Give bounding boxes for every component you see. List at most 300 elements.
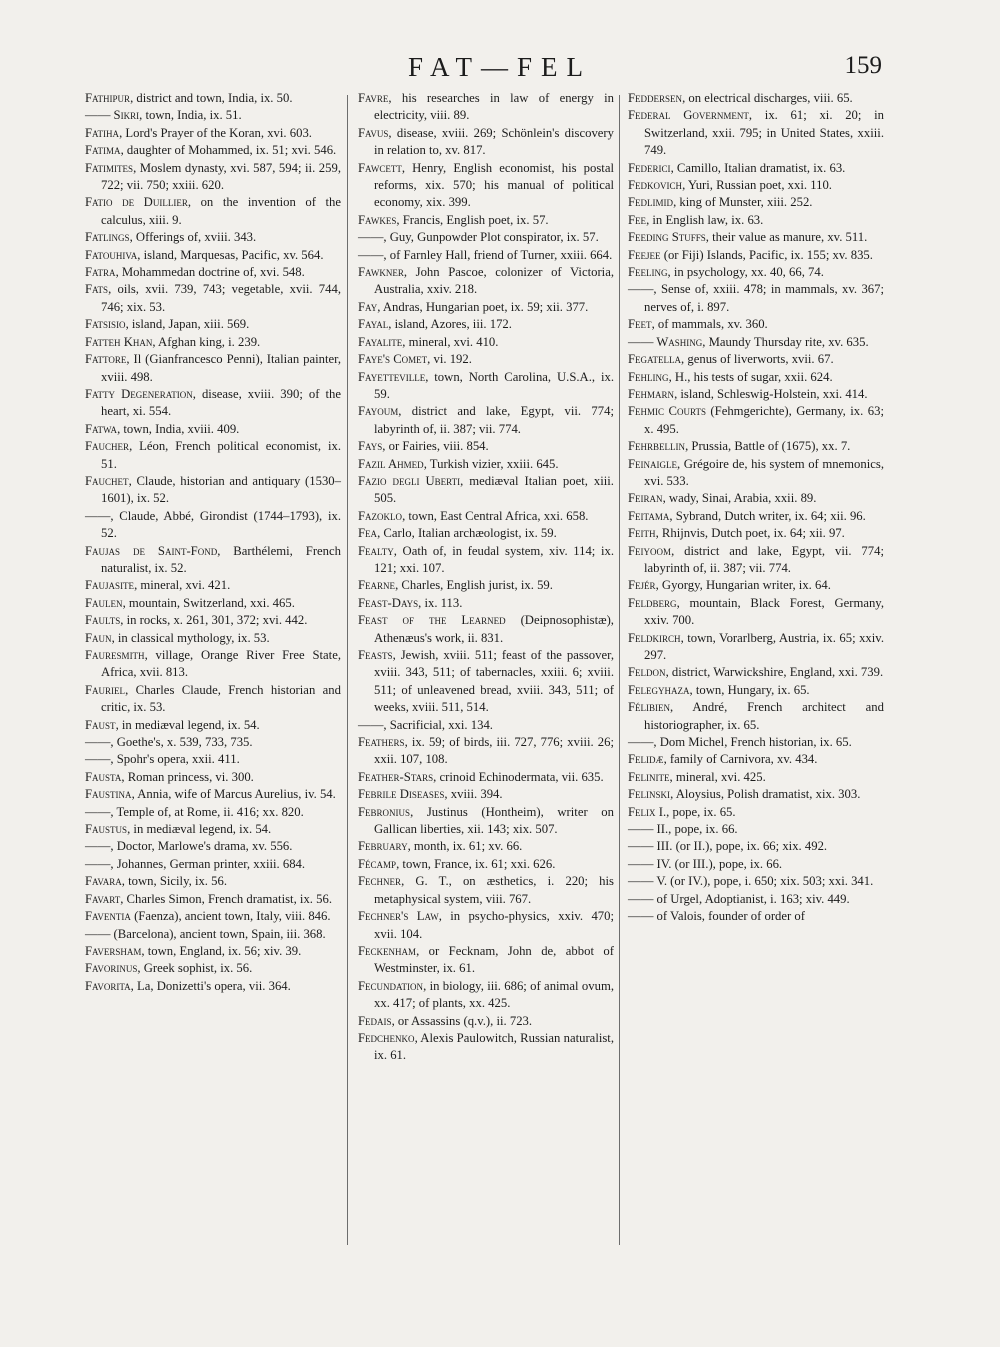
entry-heading: Fatouhiva: [85, 247, 138, 262]
index-entry: [85, 194, 341, 229]
entry-text: ——, Doctor, Marlowe's drama, xv. 556.: [85, 839, 293, 854]
entry-heading: Fejér: [628, 578, 656, 593]
entry-text: , district and lake, Egypt, vii. 774; labyrinth of, ii. 387; vii. 774.: [644, 543, 884, 575]
index-entry: [85, 804, 341, 821]
entry-text: ——, Spohr's opera, xxii. 411.: [85, 752, 240, 767]
index-entry: [628, 891, 884, 908]
entry-heading: Faustina: [85, 787, 132, 802]
entry-heading: Fedkovich: [628, 178, 683, 193]
entry-text: , Afghan king, i. 239.: [152, 334, 261, 349]
entry-heading: Fattore: [85, 352, 127, 367]
entry-heading: Fatima: [85, 143, 121, 158]
entry-text: , town, India, ix. 51.: [139, 108, 242, 123]
entry-text: , disease, xviii. 269; Schönlein's discovery in relation to, xv. 817.: [374, 125, 614, 158]
entry-text: ——, Temple of, at Rome, ii. 416; xx. 820.: [85, 804, 304, 819]
entry-text: , on the invention of the calculus, xiii. 9.: [101, 195, 341, 227]
entry-text: , oils, xvii. 739, 743; vegetable, xvii. 744, 746; xix. 53.: [101, 282, 341, 314]
entry-text: , on electrical discharges, viii. 65.: [682, 91, 853, 105]
entry-heading: Feast-Days: [358, 595, 419, 610]
entry-text: , Rhijnvis, Dutch poet, ix. 64; xii. 97.: [655, 526, 845, 541]
entry-heading: Fechner: [358, 874, 402, 889]
entry-heading: Fegatella: [628, 352, 682, 367]
entry-text: , daughter of Mohammed, ix. 51; xvi. 546.: [120, 143, 337, 158]
index-entry: [358, 247, 614, 264]
entry-text: ——, Sense of, xxiii. 478; in mammals, xv. 367; nerves of, i. 897.: [628, 282, 884, 314]
entry-heading: Fatlings: [85, 230, 130, 245]
entry-text: , in psycho-physics, xxiv. 470; xvii. 104.: [374, 909, 614, 941]
entry-text: —— IV. (or III.), pope, ix. 66.: [628, 856, 783, 871]
entry-heading: Felinite: [628, 769, 670, 784]
entry-text: —— III. (or II.), pope, ix. 66; xix. 492.: [628, 839, 828, 854]
entry-heading: —— Sikri: [85, 108, 140, 123]
entry-heading: Fawcett: [358, 160, 402, 175]
entry-heading: Fayalite: [358, 334, 403, 349]
index-entry: [628, 908, 884, 925]
index-entry: [358, 543, 614, 578]
index-entry: [358, 856, 614, 873]
entry-heading: Fawkner: [358, 265, 404, 280]
entry-heading: Fazil Ahmed: [358, 456, 424, 471]
entry-text: , Léon, French political economist, ix. 51.: [101, 439, 341, 471]
index-entry: [85, 943, 341, 960]
entry-heading: Feasts: [358, 648, 393, 662]
entry-heading: Fehmarn: [628, 386, 675, 401]
entry-heading: Fazio degli Uberti: [358, 473, 461, 488]
index-entry: [358, 473, 614, 508]
entry-text: , Barthélemi, French naturalist, ix. 52.: [101, 543, 341, 575]
entry-text: ——, Claude, Abbé, Girondist (1744–1793), ix. 52.: [85, 508, 341, 541]
index-entry: [85, 717, 341, 734]
entry-text: , island, Schleswig-Holstein, xxi. 414.: [674, 386, 868, 401]
index-entry: [358, 612, 614, 647]
entry-text: , mountain, Switzerland, xxi. 465.: [122, 595, 295, 610]
entry-text: , Carlo, Italian archæologist, ix. 59.: [377, 526, 557, 541]
entry-text: , mineral, xvi. 425.: [669, 769, 766, 784]
entry-heading: Felix I.: [628, 804, 667, 819]
entry-text: , town, England, ix. 56; xiv. 39.: [141, 943, 302, 958]
index-entry: [85, 577, 341, 594]
entry-text: ——, Goethe's, x. 539, 733, 735.: [85, 735, 253, 750]
entry-heading: Feejee: [628, 247, 661, 262]
entry-text: , pope, ix. 65.: [666, 804, 736, 819]
entry-heading: Favorinus: [85, 961, 138, 976]
entry-heading: —— Washing: [628, 334, 703, 349]
entry-text: , Lord's Prayer of the Koran, xvi. 603.: [119, 125, 312, 140]
running-head: FAT—FEL: [407, 52, 592, 82]
index-entry: [358, 438, 614, 455]
entry-heading: Fehrbellin: [628, 439, 686, 454]
entry-text: , town, Sicily, ix. 56.: [121, 874, 228, 889]
index-entry: [85, 264, 341, 281]
index-entry: [85, 960, 341, 977]
column-rule: [347, 95, 348, 1245]
index-entry: [358, 403, 614, 438]
index-entry: [85, 508, 341, 543]
index-entry: [358, 212, 614, 229]
index-entry: [628, 873, 884, 890]
index-entry: [628, 543, 884, 578]
index-entry: [358, 1013, 614, 1030]
index-entry: [85, 612, 341, 629]
entry-text: , Francis, English poet, ix. 57.: [396, 212, 549, 227]
index-entry: [628, 369, 884, 386]
index-entry: [358, 299, 614, 316]
index-entry: [628, 90, 884, 107]
entry-text: , town, North Carolina, U.S.A., ix. 59.: [374, 369, 614, 401]
entry-heading: Fea: [358, 526, 378, 541]
entry-text: —— of Urgel, Adoptianist, i. 163; xiv. 449.: [628, 891, 850, 906]
entry-heading: Fatio de Duillier: [85, 195, 188, 210]
entry-heading: Feather-Stars: [358, 769, 434, 784]
entry-text: , in biology, iii. 686; of animal ovum, xx. 417; of plants, xx. 425.: [374, 978, 614, 1011]
entry-text: , district and lake, Egypt, vii. 774; labyrinth of, ii. 387; vii. 774.: [374, 404, 614, 436]
entry-heading: Favorita: [85, 978, 131, 993]
entry-text: (Faenza), ancient town, Italy, viii. 846.: [130, 909, 331, 924]
entry-heading: Faun: [85, 630, 112, 645]
index-entry: [85, 90, 341, 107]
index-entry: [358, 577, 614, 594]
entry-heading: Federici: [628, 160, 671, 175]
entry-text: , Andras, Hungarian poet, ix. 59; xii. 377.: [377, 299, 589, 314]
index-entry: [628, 316, 884, 333]
entry-text: , André, French architect and historiographer, ix. 65.: [644, 700, 884, 732]
index-entry: [85, 734, 341, 751]
index-entry: [85, 142, 341, 159]
index-entry: [628, 821, 884, 838]
entry-text: , town, Vorarlberg, Austria, ix. 65; xxiv. 297.: [644, 630, 884, 662]
entry-heading: Felinski: [628, 787, 671, 802]
index-entry: [358, 1030, 614, 1065]
index-entry: [628, 351, 884, 368]
entry-heading: Fechner's Law: [358, 909, 439, 924]
entry-text: , in classical mythology, ix. 53.: [111, 630, 270, 645]
entry-heading: Fatsisio: [85, 317, 126, 332]
entry-text: , Camillo, Italian dramatist, ix. 63.: [670, 160, 846, 175]
index-entry: [628, 682, 884, 699]
entry-text: , Justinus (Hontheim), writer on Gallican liberties, xii. 143; xix. 507.: [374, 804, 614, 837]
entry-text: , family of Carnivora, xv. 434.: [663, 752, 818, 767]
entry-text: (or Fiji) Islands, Pacific, ix. 155; xv. 835.: [660, 247, 873, 262]
index-entry: [358, 229, 614, 246]
entry-text: , town, East Central Africa, xxi. 658.: [402, 508, 589, 523]
entry-heading: Fearne: [358, 578, 396, 593]
index-entry: [628, 386, 884, 403]
entry-heading: Faujasite: [85, 578, 135, 593]
index-column-1: [85, 90, 341, 995]
entry-heading: Fedlimid: [628, 195, 674, 210]
index-entry: [628, 595, 884, 630]
entry-heading: Federal Government: [628, 108, 749, 123]
index-entry: [628, 525, 884, 542]
entry-text: , town, Hungary, ix. 65.: [689, 682, 810, 697]
entry-heading: Fedais: [358, 1013, 392, 1028]
entry-text: , H., his tests of sugar, xxii. 624.: [668, 369, 833, 384]
entry-heading: Feddersen: [628, 91, 683, 105]
entry-heading: Fatiha: [85, 125, 120, 140]
entry-text: , Prussia, Battle of (1675), xx. 7.: [685, 439, 851, 454]
index-entry: [628, 438, 884, 455]
page-number: 159: [844, 52, 882, 79]
index-entry: [358, 873, 614, 908]
index-entry: [358, 125, 614, 160]
index-entry: [628, 699, 884, 734]
entry-text: , mountain, Black Forest, Germany, xxiv. 700.: [644, 595, 884, 628]
entry-text: (Deipnosophistæ), Athenæus's work, ii. 831.: [374, 613, 614, 645]
entry-heading: Feeding Stuffs: [628, 230, 706, 245]
entry-text: , John Pascoe, colonizer of Victoria, Australia, xxiv. 218.: [374, 265, 614, 297]
entry-text: , Greek sophist, ix. 56.: [137, 961, 253, 976]
entry-text: , Il (Gianfrancesco Penni), Italian painter, xviii. 498.: [101, 352, 341, 384]
entry-heading: Feckenham: [358, 943, 417, 958]
index-entry: [85, 473, 341, 508]
index-entry: [85, 873, 341, 890]
index-entry: [628, 630, 884, 665]
entry-text: —— II., pope, ix. 66.: [628, 822, 738, 837]
index-entry: [85, 543, 341, 578]
index-entry: [358, 595, 614, 612]
index-entry: [85, 438, 341, 473]
index-entry: [628, 577, 884, 594]
index-entry: [85, 281, 341, 316]
entry-text: ——, of Farnley Hall, friend of Turner, xxiii. 664.: [358, 247, 613, 262]
index-entry: [358, 838, 614, 855]
entry-heading: Faulen: [85, 595, 123, 610]
index-entry: [358, 334, 614, 351]
entry-text: , ix. 61; xi. 20; in Switzerland, xxii. 795; in United States, xxiii. 749.: [644, 108, 884, 158]
entry-heading: Felidæ: [628, 752, 664, 767]
index-entry: [628, 229, 884, 246]
entry-heading: Faventia: [85, 909, 131, 924]
entry-text: , xviii. 394.: [444, 787, 503, 802]
entry-text: , his researches in law of energy in electricity, viii. 89.: [374, 91, 614, 123]
entry-text: , Jewish, xviii. 511; feast of the passover, xviii. 343, 511; of tabernacles, xxiii. 6; xviii. 511; of unleavened bread, xviii. 343, 511; of weeks, xviii. 511, 514.: [374, 648, 614, 715]
entry-heading: Faults: [85, 613, 121, 628]
index-entry: [628, 264, 884, 281]
index-entry: [358, 717, 614, 734]
entry-heading: Felegyhaza: [628, 682, 690, 697]
entry-heading: Fedchenko: [358, 1030, 415, 1045]
index-entry: [628, 160, 884, 177]
index-entry: [628, 403, 884, 438]
index-entry: [85, 421, 341, 438]
index-entry: [628, 751, 884, 768]
index-entry: [358, 351, 614, 368]
index-entry: [628, 247, 884, 264]
index-entry: [85, 647, 341, 682]
entry-text: , Mohammedan doctrine of, xvi. 548.: [115, 265, 305, 280]
entry-heading: Febronius: [358, 804, 411, 819]
index-entry: [628, 334, 884, 351]
entry-heading: Feitama: [628, 508, 670, 523]
entry-heading: Feet: [628, 317, 652, 332]
index-entry: [358, 90, 614, 125]
index-entry: [628, 856, 884, 873]
index-entry: [85, 229, 341, 246]
entry-heading: Feathers: [358, 735, 405, 750]
index-entry: [628, 194, 884, 211]
index-entry: [85, 247, 341, 264]
index-entry: [85, 316, 341, 333]
entry-text: , G. T., on æsthetics, i. 220; his metaphysical system, viii. 767.: [374, 874, 614, 906]
entry-text: , in mediæval legend, ix. 54.: [127, 822, 272, 837]
index-entry: [85, 856, 341, 873]
index-entry: [358, 908, 614, 943]
entry-heading: Fauriel: [85, 682, 126, 697]
entry-heading: Fats: [85, 282, 109, 297]
entry-text: , Alexis Paulowitch, Russian naturalist, ix. 61.: [374, 1030, 614, 1063]
entry-text: , Sybrand, Dutch writer, ix. 64; xii. 96.: [669, 508, 866, 523]
entry-text: , disease, xviii. 390; of the heart, xi. 554.: [101, 386, 341, 419]
entry-text: , genus of liverworts, xvii. 67.: [681, 352, 834, 367]
entry-text: , Yuri, Russian poet, xxi. 110.: [682, 178, 832, 193]
index-entry: [85, 838, 341, 855]
entry-text: , or Assassins (q.v.), ii. 723.: [391, 1013, 533, 1028]
entry-text: , vi. 192.: [427, 352, 472, 367]
index-entry: [628, 281, 884, 316]
entry-heading: Fayal: [358, 317, 389, 332]
entry-heading: Favre: [358, 91, 389, 105]
entry-text: , town, India, xviii. 409.: [117, 421, 240, 436]
index-entry: [85, 595, 341, 612]
index-entry: [85, 908, 341, 925]
index-entry: [628, 456, 884, 491]
entry-heading: Feinaigle: [628, 456, 678, 471]
entry-heading: Fecundation: [358, 978, 424, 993]
index-entry: [85, 682, 341, 717]
entry-text: ——, Sacrificial, xxi. 134.: [358, 717, 493, 732]
entry-text: , king of Munster, xiii. 252.: [673, 195, 813, 210]
entry-heading: Feldberg: [628, 595, 677, 610]
entry-text: , Charles Claude, French historian and critic, ix. 53.: [101, 682, 341, 715]
entry-heading: Faucher: [85, 439, 130, 454]
index-entry: [85, 334, 341, 351]
index-entry: [628, 804, 884, 821]
entry-heading: Feldon: [628, 665, 666, 680]
entry-text: , in English law, ix. 63.: [646, 212, 764, 227]
entry-text: , district, Warwickshire, England, xxi. 739.: [665, 665, 884, 680]
index-entry: [358, 647, 614, 717]
entry-heading: Fatra: [85, 265, 116, 280]
entry-heading: Fatteh Khan: [85, 334, 153, 349]
entry-text: , Henry, English economist, his postal reforms, xix. 570; his manual of political economy, xix. 399.: [374, 160, 614, 210]
entry-heading: Feeling: [628, 265, 668, 280]
index-entry: [628, 786, 884, 803]
entry-heading: Fatwa: [85, 421, 118, 436]
entry-heading: Feiran: [628, 491, 663, 506]
entry-heading: Faye's Comet: [358, 352, 428, 367]
entry-text: —— (Barcelona), ancient town, Spain, iii. 368.: [85, 926, 326, 941]
entry-heading: Faust: [85, 717, 116, 732]
index-entry: [358, 769, 614, 786]
entry-text: , or Fecknam, John de, abbot of Westminster, ix. 61.: [374, 943, 614, 976]
entry-text: , Turkish vizier, xxiii. 645.: [423, 456, 559, 471]
entry-text: , Charles Simon, French dramatist, ix. 56.: [120, 891, 332, 906]
index-entry: [85, 821, 341, 838]
index-entry: [628, 508, 884, 525]
entry-text: ——, Guy, Gunpowder Plot conspirator, ix. 57.: [358, 230, 599, 245]
entry-text: , in psychology, xx. 40, 66, 74.: [667, 265, 824, 280]
entry-heading: Favus: [358, 125, 389, 140]
entry-heading: Fazoklo: [358, 508, 403, 523]
entry-text: , Offerings of, xviii. 343.: [129, 230, 257, 245]
index-entry: [628, 212, 884, 229]
entry-heading: Fee: [628, 212, 647, 227]
entry-text: —— of Valois, founder of order of: [628, 909, 805, 924]
entry-text: , Moslem dynasty, xvi. 587, 594; ii. 259, 722; vii. 750; xxiii. 620.: [101, 160, 341, 193]
index-entry: [358, 978, 614, 1013]
entry-heading: Fayoum: [358, 404, 399, 419]
entry-text: , ix. 113.: [418, 595, 463, 610]
entry-heading: Febrile Diseases: [358, 787, 445, 802]
entry-heading: Fathipur: [85, 91, 131, 105]
entry-text: , Maundy Thursday rite, xv. 635.: [702, 334, 869, 349]
entry-text: , mineral, xvi. 410.: [402, 334, 499, 349]
index-entry: [85, 751, 341, 768]
entry-heading: Fehmic Courts: [628, 404, 706, 419]
entry-heading: Fealty: [358, 543, 394, 558]
entry-heading: Faustus: [85, 822, 128, 837]
entry-heading: Fawkes: [358, 212, 397, 227]
index-entry: [85, 926, 341, 943]
entry-text: , of mammals, xv. 360.: [651, 317, 768, 332]
index-entry: [358, 804, 614, 839]
entry-text: , or Fairies, viii. 854.: [382, 439, 489, 454]
entry-heading: Favart: [85, 891, 121, 906]
entry-text: , in mediæval legend, ix. 54.: [115, 717, 260, 732]
index-entry: [85, 107, 341, 124]
index-entry: [358, 160, 614, 212]
index-entry: [85, 160, 341, 195]
entry-text: , mineral, xvi. 421.: [134, 578, 231, 593]
entry-heading: Feiyoom: [628, 543, 672, 558]
index-entry: [358, 508, 614, 525]
index-column-3: [628, 90, 884, 926]
entry-text: , Gyorgy, Hungarian writer, ix. 64.: [655, 578, 831, 593]
entry-heading: Faujas de Saint-Fond: [85, 543, 218, 558]
entry-heading: Fauresmith: [85, 648, 145, 662]
entry-heading: Fatimites: [85, 160, 134, 175]
entry-heading: Faversham: [85, 943, 142, 958]
entry-heading: Feldkirch: [628, 630, 681, 645]
index-entry: [628, 769, 884, 786]
index-entry: [358, 734, 614, 769]
entry-text: , ix. 59; of birds, iii. 727, 776; xviii. 26; xxii. 107, 108.: [374, 735, 614, 767]
entry-text: , their value as manure, xv. 511.: [705, 230, 868, 245]
entry-text: , mediæval Italian poet, xiii. 505.: [374, 473, 614, 506]
entry-heading: Fauchet: [85, 473, 129, 488]
entry-text: , month, ix. 61; xv. 66.: [407, 839, 523, 854]
entry-text: , Claude, historian and antiquary (1530–1601), ix. 52.: [101, 473, 341, 506]
entry-text: , Roman princess, vi. 300.: [121, 769, 254, 784]
index-entry: [358, 369, 614, 404]
entry-heading: Fay: [358, 299, 378, 314]
index-entry: [85, 769, 341, 786]
entry-heading: Fayetteville: [358, 369, 426, 384]
entry-text: , Aloysius, Polish dramatist, xix. 303.: [670, 787, 861, 802]
index-column-2: [358, 90, 614, 1065]
entry-heading: Feith: [628, 526, 656, 541]
entry-text: , Charles, English jurist, ix. 59.: [395, 578, 553, 593]
index-entry: [85, 891, 341, 908]
entry-heading: Fausta: [85, 769, 122, 784]
entry-text: , town, France, ix. 61; xxi. 626.: [396, 856, 556, 871]
entry-text: —— V. (or IV.), pope, i. 650; xix. 503; xxi. 341.: [628, 874, 874, 889]
column-rule: [619, 95, 620, 1245]
entry-text: , island, Japan, xiii. 569.: [125, 317, 250, 332]
entry-heading: February: [358, 839, 408, 854]
index-entry: [85, 386, 341, 421]
index-entry: [85, 978, 341, 995]
